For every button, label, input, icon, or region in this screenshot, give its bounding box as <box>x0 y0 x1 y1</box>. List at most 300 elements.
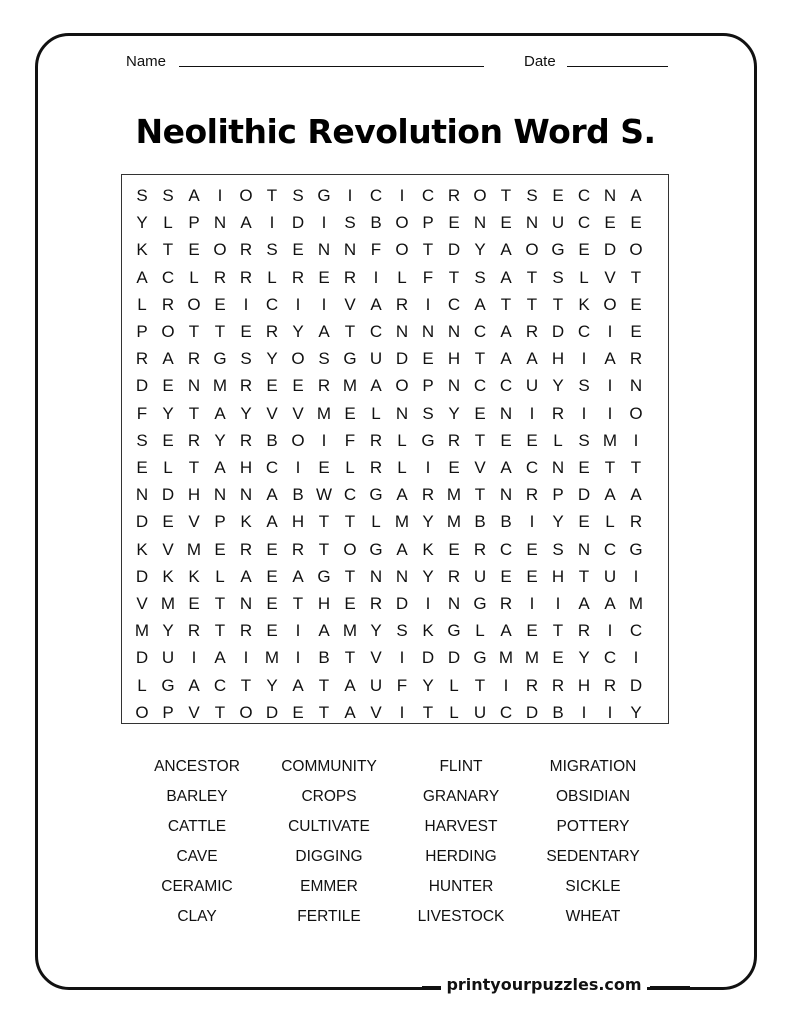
grid-letter[interactable]: M <box>342 621 358 641</box>
grid-letter[interactable]: O <box>395 213 409 233</box>
grid-letter[interactable]: K <box>136 539 148 559</box>
grid-letter[interactable]: C <box>265 458 279 477</box>
grid-letter[interactable]: N <box>317 240 331 260</box>
grid-letter[interactable]: E <box>292 702 304 722</box>
grid-letter[interactable]: R <box>447 186 461 205</box>
grid-letter[interactable]: A <box>500 267 512 287</box>
grid-letter[interactable]: T <box>474 485 486 505</box>
grid-letter[interactable]: H <box>577 675 591 695</box>
grid-letter[interactable]: Y <box>552 512 564 532</box>
grid-letter[interactable]: T <box>292 594 304 613</box>
grid-letter[interactable]: G <box>369 539 383 559</box>
grid-letter[interactable]: T <box>344 566 356 586</box>
grid-letter[interactable]: I <box>633 566 639 586</box>
grid-letter[interactable]: N <box>343 240 357 260</box>
grid-letter[interactable]: L <box>449 675 459 695</box>
grid-letter[interactable]: I <box>295 648 301 668</box>
grid-letter[interactable]: A <box>630 485 642 505</box>
grid-letter[interactable]: T <box>500 186 512 205</box>
grid-letter[interactable]: A <box>604 594 616 613</box>
grid-letter[interactable]: B <box>474 512 486 532</box>
grid-letter[interactable]: A <box>344 702 356 722</box>
grid-letter[interactable]: N <box>395 403 409 423</box>
grid-letter[interactable]: Y <box>448 403 460 423</box>
grid-letter[interactable]: E <box>292 376 304 396</box>
grid-letter[interactable]: V <box>292 403 304 423</box>
grid-letter[interactable]: C <box>629 621 643 641</box>
grid-letter[interactable]: I <box>191 648 197 668</box>
grid-letter[interactable]: D <box>161 485 175 505</box>
grid-letter[interactable]: G <box>551 240 565 260</box>
grid-letter[interactable]: E <box>474 403 486 423</box>
grid-letter[interactable]: C <box>421 186 435 205</box>
grid-letter[interactable]: I <box>425 458 431 477</box>
grid-letter[interactable]: R <box>369 458 383 477</box>
grid-letter[interactable]: O <box>187 294 201 314</box>
grid-letter[interactable]: T <box>318 539 330 559</box>
grid-letter[interactable]: E <box>448 213 460 233</box>
grid-letter[interactable]: K <box>188 566 200 586</box>
grid-letter[interactable]: E <box>552 648 564 668</box>
grid-letter[interactable]: A <box>526 349 538 369</box>
grid-letter[interactable]: R <box>187 430 201 450</box>
grid-letter[interactable]: F <box>422 267 434 287</box>
grid-letter[interactable]: M <box>160 594 176 613</box>
grid-letter[interactable]: B <box>266 430 278 450</box>
grid-letter[interactable]: N <box>447 594 461 613</box>
grid-letter[interactable]: R <box>603 675 617 695</box>
grid-letter[interactable]: C <box>369 186 383 205</box>
grid-letter[interactable]: Y <box>422 566 434 586</box>
grid-letter[interactable]: A <box>188 675 200 695</box>
grid-letter[interactable]: O <box>629 403 643 423</box>
grid-letter[interactable]: M <box>524 648 540 668</box>
grid-letter[interactable]: D <box>551 322 565 341</box>
grid-letter[interactable]: L <box>371 403 381 423</box>
grid-letter[interactable]: R <box>239 539 253 559</box>
grid-letter[interactable]: E <box>136 458 148 477</box>
grid-letter[interactable]: S <box>344 213 356 233</box>
grid-letter[interactable]: K <box>578 294 590 314</box>
grid-letter[interactable]: R <box>343 267 357 287</box>
grid-letter[interactable]: V <box>266 403 278 423</box>
grid-letter[interactable]: C <box>369 322 383 341</box>
date-field-line[interactable] <box>567 66 668 67</box>
grid-letter[interactable]: T <box>604 458 616 477</box>
grid-letter[interactable]: R <box>161 294 175 314</box>
grid-letter[interactable]: A <box>578 594 590 613</box>
grid-letter[interactable]: I <box>607 403 613 423</box>
grid-letter[interactable]: N <box>395 322 409 341</box>
grid-letter[interactable]: T <box>552 294 564 314</box>
grid-letter[interactable]: C <box>447 294 461 314</box>
grid-letter[interactable]: O <box>291 430 305 450</box>
grid-letter[interactable]: G <box>213 349 227 369</box>
grid-letter[interactable]: M <box>316 403 332 423</box>
grid-letter[interactable]: H <box>239 458 253 477</box>
grid-letter[interactable]: L <box>137 294 147 314</box>
grid-letter[interactable]: B <box>552 702 564 722</box>
grid-letter[interactable]: W <box>315 485 333 505</box>
grid-letter[interactable]: Y <box>578 648 590 668</box>
grid-letter[interactable]: R <box>291 267 305 287</box>
grid-letter[interactable]: T <box>500 294 512 314</box>
grid-letter[interactable]: N <box>499 485 513 505</box>
grid-letter[interactable]: E <box>266 621 278 641</box>
grid-letter[interactable]: B <box>370 213 382 233</box>
grid-letter[interactable]: E <box>604 213 616 233</box>
grid-letter[interactable]: I <box>321 294 327 314</box>
grid-letter[interactable]: I <box>243 648 249 668</box>
grid-letter[interactable]: K <box>136 240 148 260</box>
grid-letter[interactable]: A <box>214 458 226 477</box>
grid-letter[interactable]: L <box>215 566 225 586</box>
grid-letter[interactable]: E <box>266 376 278 396</box>
grid-letter[interactable]: I <box>633 648 639 668</box>
grid-letter[interactable]: A <box>474 294 486 314</box>
grid-letter[interactable]: P <box>162 702 174 722</box>
grid-letter[interactable]: Y <box>266 675 278 695</box>
grid-letter[interactable]: R <box>239 240 253 260</box>
grid-letter[interactable]: M <box>628 594 644 613</box>
grid-letter[interactable]: V <box>188 512 200 532</box>
grid-letter[interactable]: V <box>370 648 382 668</box>
grid-letter[interactable]: A <box>214 648 226 668</box>
grid-letter[interactable]: R <box>499 594 513 613</box>
grid-letter[interactable]: T <box>266 186 278 205</box>
grid-letter[interactable]: G <box>473 594 487 613</box>
grid-letter[interactable]: G <box>369 485 383 505</box>
grid-letter[interactable]: S <box>578 376 590 396</box>
grid-letter[interactable]: L <box>397 267 407 287</box>
grid-letter[interactable]: R <box>135 349 149 369</box>
grid-letter[interactable]: E <box>188 240 200 260</box>
grid-letter[interactable]: R <box>473 539 487 559</box>
grid-letter[interactable]: S <box>318 349 330 369</box>
grid-letter[interactable]: D <box>525 702 539 722</box>
grid-letter[interactable]: R <box>369 594 383 613</box>
grid-letter[interactable]: A <box>500 621 512 641</box>
grid-letter[interactable]: E <box>318 267 330 287</box>
grid-letter[interactable]: F <box>136 403 148 423</box>
grid-letter[interactable]: E <box>578 512 590 532</box>
grid-letter[interactable]: C <box>603 539 617 559</box>
grid-letter[interactable]: H <box>187 485 201 505</box>
grid-letter[interactable]: E <box>292 240 304 260</box>
grid-letter[interactable]: Y <box>162 621 174 641</box>
grid-letter[interactable]: A <box>266 485 278 505</box>
grid-letter[interactable]: T <box>162 240 174 260</box>
grid-letter[interactable]: S <box>240 349 252 369</box>
grid-letter[interactable]: K <box>240 512 252 532</box>
grid-letter[interactable]: T <box>188 403 200 423</box>
grid-letter[interactable]: S <box>162 186 174 205</box>
grid-letter[interactable]: M <box>134 621 150 641</box>
grid-letter[interactable]: A <box>344 675 356 695</box>
grid-letter[interactable]: L <box>553 430 563 450</box>
grid-letter[interactable]: G <box>161 675 175 695</box>
grid-letter[interactable]: D <box>395 349 409 369</box>
grid-letter[interactable]: K <box>162 566 174 586</box>
grid-letter[interactable]: T <box>552 621 564 641</box>
grid-letter[interactable]: T <box>344 322 356 341</box>
grid-letter[interactable]: O <box>239 702 253 722</box>
grid-letter[interactable]: A <box>500 240 512 260</box>
grid-letter[interactable]: M <box>394 512 410 532</box>
grid-letter[interactable]: R <box>291 539 305 559</box>
grid-letter[interactable]: A <box>292 566 304 586</box>
grid-letter[interactable]: D <box>291 213 305 233</box>
grid-letter[interactable]: O <box>473 186 487 205</box>
grid-letter[interactable]: A <box>396 539 408 559</box>
grid-letter[interactable]: T <box>214 702 226 722</box>
grid-letter[interactable]: D <box>603 240 617 260</box>
grid-letter[interactable]: S <box>526 186 538 205</box>
grid-letter[interactable]: V <box>162 539 174 559</box>
grid-letter[interactable]: D <box>135 512 149 532</box>
grid-letter[interactable]: I <box>295 294 301 314</box>
grid-letter[interactable]: P <box>422 213 434 233</box>
grid-letter[interactable]: N <box>135 485 149 505</box>
grid-letter[interactable]: G <box>317 566 331 586</box>
grid-letter[interactable]: H <box>317 594 331 613</box>
grid-letter[interactable]: A <box>604 485 616 505</box>
grid-letter[interactable]: T <box>188 322 200 341</box>
grid-letter[interactable]: T <box>318 512 330 532</box>
grid-letter[interactable]: D <box>421 648 435 668</box>
grid-letter[interactable]: I <box>425 594 431 613</box>
grid-letter[interactable]: E <box>240 322 252 341</box>
grid-letter[interactable]: A <box>162 349 174 369</box>
grid-letter[interactable]: O <box>395 376 409 396</box>
grid-letter[interactable]: E <box>162 512 174 532</box>
grid-letter[interactable]: A <box>318 322 330 341</box>
grid-letter[interactable]: Y <box>630 702 642 722</box>
grid-letter[interactable]: T <box>318 675 330 695</box>
grid-letter[interactable]: I <box>373 267 379 287</box>
grid-letter[interactable]: T <box>214 621 226 641</box>
grid-letter[interactable]: R <box>265 322 279 341</box>
grid-letter[interactable]: T <box>422 702 434 722</box>
grid-letter[interactable]: T <box>630 458 642 477</box>
grid-letter[interactable]: C <box>499 539 513 559</box>
grid-letter[interactable]: Y <box>292 322 304 341</box>
grid-letter[interactable]: L <box>163 458 173 477</box>
grid-letter[interactable]: I <box>399 702 405 722</box>
grid-letter[interactable]: S <box>136 430 148 450</box>
grid-letter[interactable]: A <box>630 186 642 205</box>
grid-letter[interactable]: L <box>163 213 173 233</box>
grid-letter[interactable]: Y <box>136 213 148 233</box>
grid-letter[interactable]: I <box>243 294 249 314</box>
grid-letter[interactable]: N <box>603 186 617 205</box>
grid-letter[interactable]: L <box>397 430 407 450</box>
grid-letter[interactable]: I <box>555 594 561 613</box>
grid-letter[interactable]: E <box>630 322 642 341</box>
grid-letter[interactable]: T <box>214 594 226 613</box>
grid-letter[interactable]: N <box>499 403 513 423</box>
grid-letter[interactable]: I <box>607 322 613 341</box>
grid-letter[interactable]: C <box>161 267 175 287</box>
grid-letter[interactable]: S <box>266 240 278 260</box>
grid-letter[interactable]: E <box>318 458 330 477</box>
grid-letter[interactable]: L <box>475 621 485 641</box>
grid-letter[interactable]: C <box>603 648 617 668</box>
grid-letter[interactable]: O <box>343 539 357 559</box>
grid-letter[interactable]: A <box>214 403 226 423</box>
grid-letter[interactable]: C <box>499 376 513 396</box>
grid-letter[interactable]: T <box>474 349 486 369</box>
grid-letter[interactable]: T <box>240 675 252 695</box>
grid-letter[interactable]: E <box>266 566 278 586</box>
grid-letter[interactable]: U <box>473 702 487 722</box>
grid-letter[interactable]: C <box>577 213 591 233</box>
grid-letter[interactable]: D <box>135 376 149 396</box>
grid-letter[interactable]: I <box>321 430 327 450</box>
grid-letter[interactable]: N <box>421 322 435 341</box>
grid-letter[interactable]: I <box>321 213 327 233</box>
grid-letter[interactable]: Y <box>370 621 382 641</box>
grid-letter[interactable]: U <box>161 648 175 668</box>
grid-letter[interactable]: C <box>473 322 487 341</box>
grid-letter[interactable]: E <box>552 186 564 205</box>
grid-letter[interactable]: A <box>292 675 304 695</box>
grid-letter[interactable]: T <box>526 294 538 314</box>
grid-letter[interactable]: I <box>529 512 535 532</box>
grid-letter[interactable]: D <box>395 594 409 613</box>
grid-letter[interactable]: D <box>135 566 149 586</box>
grid-letter[interactable]: M <box>446 512 462 532</box>
grid-letter[interactable]: E <box>526 621 538 641</box>
grid-letter[interactable]: N <box>447 322 461 341</box>
grid-letter[interactable]: D <box>135 648 149 668</box>
grid-letter[interactable]: Y <box>422 675 434 695</box>
grid-letter[interactable]: Y <box>162 403 174 423</box>
grid-letter[interactable]: H <box>447 349 461 369</box>
grid-letter[interactable]: V <box>370 702 382 722</box>
grid-letter[interactable]: O <box>135 702 149 722</box>
grid-letter[interactable]: A <box>500 458 512 477</box>
grid-letter[interactable]: S <box>292 186 304 205</box>
grid-letter[interactable]: A <box>396 485 408 505</box>
grid-letter[interactable]: M <box>212 376 228 396</box>
grid-letter[interactable]: P <box>552 485 564 505</box>
grid-letter[interactable]: L <box>371 512 381 532</box>
grid-letter[interactable]: E <box>578 240 590 260</box>
grid-letter[interactable]: D <box>447 648 461 668</box>
grid-letter[interactable]: A <box>500 349 512 369</box>
grid-letter[interactable]: G <box>447 621 461 641</box>
grid-letter[interactable]: G <box>343 349 357 369</box>
grid-letter[interactable]: V <box>474 458 486 477</box>
grid-letter[interactable]: U <box>369 675 383 695</box>
grid-letter[interactable]: I <box>581 702 587 722</box>
grid-letter[interactable]: I <box>295 458 301 477</box>
grid-letter[interactable]: C <box>265 294 279 314</box>
grid-letter[interactable]: C <box>343 485 357 505</box>
grid-letter[interactable]: E <box>266 594 278 613</box>
grid-letter[interactable]: G <box>629 539 643 559</box>
grid-letter[interactable]: N <box>213 213 227 233</box>
grid-letter[interactable]: L <box>605 512 615 532</box>
grid-letter[interactable]: N <box>369 566 383 586</box>
grid-letter[interactable]: E <box>162 376 174 396</box>
grid-letter[interactable]: S <box>578 430 590 450</box>
grid-letter[interactable]: B <box>318 648 330 668</box>
grid-letter[interactable]: A <box>188 186 200 205</box>
grid-letter[interactable]: I <box>269 213 275 233</box>
grid-letter[interactable]: E <box>344 594 356 613</box>
grid-letter[interactable]: I <box>581 349 587 369</box>
grid-letter[interactable]: U <box>551 213 565 233</box>
grid-letter[interactable]: H <box>551 349 565 369</box>
grid-letter[interactable]: L <box>345 458 355 477</box>
grid-letter[interactable]: V <box>604 267 616 287</box>
grid-letter[interactable]: D <box>577 485 591 505</box>
grid-letter[interactable]: R <box>239 376 253 396</box>
grid-letter[interactable]: I <box>529 594 535 613</box>
grid-letter[interactable]: I <box>217 186 223 205</box>
grid-letter[interactable]: O <box>239 186 253 205</box>
grid-letter[interactable]: L <box>267 267 277 287</box>
grid-letter[interactable]: O <box>525 240 539 260</box>
grid-letter[interactable]: E <box>500 213 512 233</box>
grid-letter[interactable]: N <box>447 376 461 396</box>
grid-letter[interactable]: A <box>136 267 148 287</box>
grid-letter[interactable]: M <box>342 376 358 396</box>
grid-letter[interactable]: I <box>347 186 353 205</box>
grid-letter[interactable]: N <box>187 376 201 396</box>
grid-letter[interactable]: E <box>500 430 512 450</box>
grid-letter[interactable]: F <box>370 240 382 260</box>
grid-letter[interactable]: E <box>448 539 460 559</box>
grid-letter[interactable]: R <box>187 349 201 369</box>
grid-letter[interactable]: I <box>425 294 431 314</box>
grid-letter[interactable]: T <box>318 702 330 722</box>
grid-letter[interactable]: M <box>602 430 618 450</box>
grid-letter[interactable]: F <box>344 430 356 450</box>
grid-letter[interactable]: T <box>448 267 460 287</box>
grid-letter[interactable]: I <box>607 376 613 396</box>
grid-letter[interactable]: C <box>525 458 539 477</box>
grid-letter[interactable]: O <box>603 294 617 314</box>
grid-letter[interactable]: S <box>136 186 148 205</box>
grid-letter[interactable]: E <box>526 539 538 559</box>
grid-letter[interactable]: E <box>526 566 538 586</box>
grid-letter[interactable]: T <box>344 648 356 668</box>
grid-letter[interactable]: T <box>422 240 434 260</box>
grid-letter[interactable]: R <box>629 512 643 532</box>
grid-letter[interactable]: R <box>317 376 331 396</box>
grid-letter[interactable]: M <box>446 485 462 505</box>
grid-letter[interactable]: D <box>447 240 461 260</box>
grid-letter[interactable]: A <box>240 213 252 233</box>
grid-letter[interactable]: H <box>551 566 565 586</box>
grid-letter[interactable]: A <box>500 322 512 341</box>
grid-letter[interactable]: E <box>578 458 590 477</box>
grid-letter[interactable]: Y <box>214 430 226 450</box>
grid-letter[interactable]: N <box>473 213 487 233</box>
grid-letter[interactable]: A <box>370 376 382 396</box>
grid-letter[interactable]: A <box>370 294 382 314</box>
grid-letter[interactable]: S <box>396 621 408 641</box>
grid-letter[interactable]: I <box>399 648 405 668</box>
grid-letter[interactable]: S <box>474 267 486 287</box>
grid-letter[interactable]: N <box>239 485 253 505</box>
grid-letter[interactable]: Y <box>474 240 486 260</box>
grid-letter[interactable]: R <box>551 675 565 695</box>
grid-letter[interactable]: I <box>581 403 587 423</box>
